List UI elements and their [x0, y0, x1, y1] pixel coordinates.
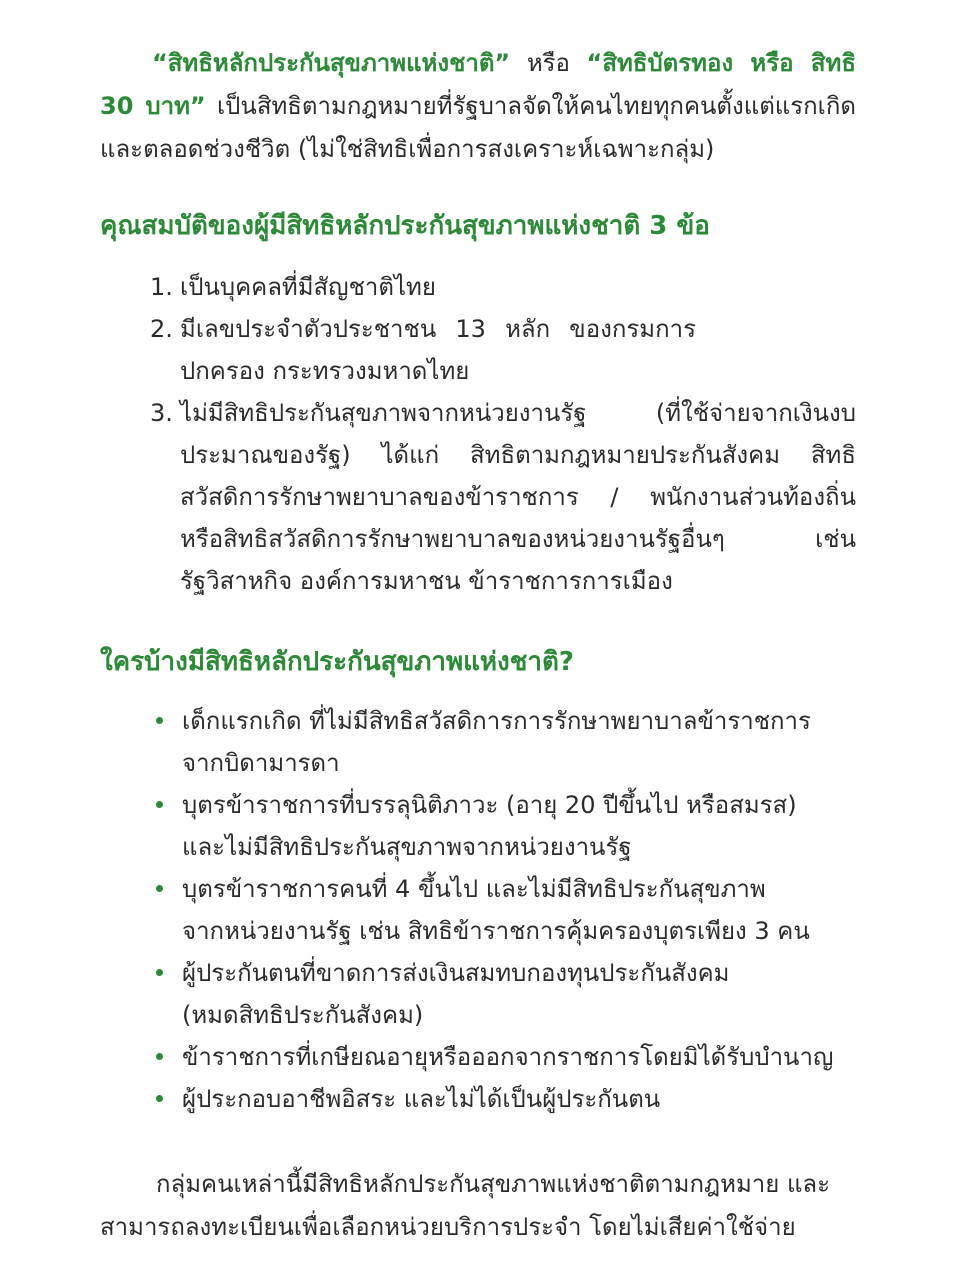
list-item-line: ข้าราชการที่เกษียณอายุหรือออกจากราชการโดยมิได้รับบำนาญ [182, 1043, 834, 1071]
list-item-number: 1. [150, 273, 173, 301]
qualifications-list [150, 266, 856, 602]
bullet-icon [156, 801, 163, 808]
list-item-line: ผู้ประกันตนที่ขาดการส่งเงินสมทบกองทุนประกันสังคม [182, 959, 730, 987]
bullet-icon [156, 1095, 163, 1102]
list-item [152, 1036, 852, 1078]
eligible-groups-heading: ใครบ้างมีสิทธิหลักประกันสุขภาพแห่งชาติ? [100, 647, 574, 677]
list-item-line: บุตรข้าราชการที่บรรลุนิติภาวะ (อายุ 20 ปีขึ้นไป หรือสมรส) [182, 791, 797, 819]
list-item [152, 784, 852, 868]
intro-highlight-name: “สิทธิหลักประกันสุขภาพแห่งชาติ” [152, 49, 511, 77]
list-item [152, 952, 852, 1036]
list-item-line: ผู้ประกอบอาชีพอิสระ และไม่ได้เป็นผู้ประกันตน [182, 1085, 661, 1113]
intro-connector: หรือ [510, 49, 587, 77]
bullet-icon [156, 717, 163, 724]
list-item-line: จากบิดามารดา [182, 749, 340, 777]
list-item [150, 266, 856, 308]
list-item-text: มีเลขประจำตัวประชาชน 13 หลัก ของกรมการปกครอง กระทรวงมหาดไทย [180, 315, 696, 385]
list-item [152, 1078, 852, 1120]
qualifications-heading: คุณสมบัติของผู้มีสิทธิหลักประกันสุขภาพแห่งชาติ 3 ข้อ [100, 211, 710, 241]
intro-paragraph [100, 42, 856, 171]
list-item-line: และไม่มีสิทธิประกันสุขภาพจากหน่วยงานรัฐ [182, 833, 632, 861]
list-item [152, 868, 852, 952]
list-item-line: บุตรข้าราชการคนที่ 4 ขึ้นไป และไม่มีสิทธิประกันสุขภาพ [182, 875, 766, 903]
closing-paragraph: กลุ่มคนเหล่านี้มีสิทธิหลักประกันสุขภาพแห่งชาติตามกฎหมาย และสามารถลงทะเบียนเพื่อเลือกหน่วยบริการประจำ โดยไม่เสียค่าใช้จ่าย [100, 1170, 831, 1241]
eligible-groups-list [152, 700, 852, 1120]
bullet-icon [156, 969, 163, 976]
list-item-line: เด็กแรกเกิด ที่ไม่มีสิทธิสวัสดิการการรักษาพยาบาลข้าราชการ [182, 707, 811, 735]
list-item-line: จากหน่วยงานรัฐ เช่น สิทธิข้าราชการคุ้มครองบุตรเพียง 3 คน [182, 917, 810, 945]
list-item-line: (หมดสิทธิประกันสังคม) [182, 1001, 424, 1029]
list-item-number: 3. [150, 399, 173, 427]
list-item [150, 392, 856, 602]
list-item-text: เป็นบุคคลที่มีสัญชาติไทย [180, 273, 436, 301]
intro-description: เป็นสิทธิตามกฎหมายที่รัฐบาลจัดให้คนไทยทุกคนตั้งแต่แรกเกิดและตลอดช่วงชีวิต (ไม่ใช่สิทธิเพื่อการสงเคราะห์เฉพาะกลุ่ม) [100, 92, 856, 163]
bullet-icon [156, 885, 163, 892]
bullet-icon [156, 1053, 163, 1060]
list-item-number: 2. [150, 315, 173, 343]
intro-highlight-alias: “สิทธิบัตรทอง หรือ สิทธิ 30 บาท” [100, 49, 856, 120]
list-item [152, 700, 852, 784]
list-item [150, 308, 856, 392]
list-item-text: ไม่มีสิทธิประกันสุขภาพจากหน่วยงานรัฐ (ที่ใช้จ่ายจากเงินงบประมาณของรัฐ) ได้แก่ สิทธิตามกฎหมายประกันสังคม สิทธิสวัสดิการรักษาพยาบาลของข้าราชการ / พนักงานส่วนท้องถิ่น หรือสิทธิสวัสดิการรักษาพยาบาลของหน่วยงานรัฐอื่นๆ เช่น รัฐวิสาหกิจ องค์การมหาชน ข้าราชการการเมือง [180, 399, 856, 595]
